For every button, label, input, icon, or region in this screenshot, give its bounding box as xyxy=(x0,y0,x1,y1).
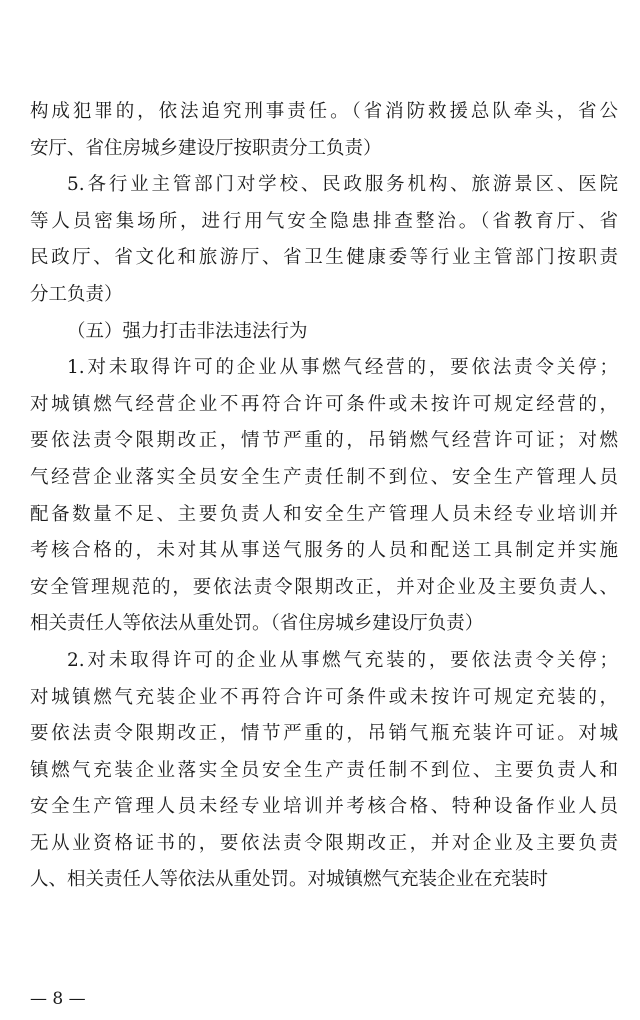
text-line: 相关责任人等依法从重处罚。（省住房城乡建设厅负责） xyxy=(30,613,484,635)
paragraph xyxy=(30,350,618,643)
text-line: 分工负责） xyxy=(30,283,123,305)
text-line: 对城镇燃气充装企业不再符合许可条件或未按许可规定充装的， xyxy=(30,686,618,708)
text-line: 要依法责令限期改正，情节严重的，吊销气瓶充装许可证。对城 xyxy=(30,723,618,745)
text-line: 安全生产管理人员未经专业培训并考核合格、特种设备作业人员 xyxy=(30,796,618,818)
text-line: （五）强力打击非法违法行为 xyxy=(67,320,308,342)
text-line: 构成犯罪的，依法追究刑事责任。（省消防救援总队牵头，省公 xyxy=(30,101,618,122)
paragraph xyxy=(30,94,618,167)
text-line: 要依法责令限期改正，情节严重的，吊销燃气经营许可证；对燃 xyxy=(30,430,618,452)
text-line: 镇燃气充装企业落实全员安全生产责任制不到位、主要负责人和 xyxy=(30,759,618,781)
section-heading xyxy=(30,314,618,351)
text-line: 气经营企业落实全员安全生产责任制不到位、安全生产管理人员 xyxy=(30,466,618,488)
text-line: 安全管理规范的，要依法责令限期改正，并对企业及主要负责人、 xyxy=(30,576,618,598)
text-line: 人、相关责任人等依法从重处罚。对城镇燃气充装企业在充装时 xyxy=(30,869,549,891)
text-line: 等人员密集场所，进行用气安全隐患排查整治。（省教育厅、省 xyxy=(30,210,618,232)
text-line: 安厅、省住房城乡建设厅按职责分工负责） xyxy=(30,137,382,159)
paragraph xyxy=(30,167,618,313)
text-line: 1.对未取得许可的企业从事燃气经营的，要依法责令关停； xyxy=(67,357,618,379)
text-line: 民政厅、省文化和旅游厅、省卫生健康委等行业主管部门按职责 xyxy=(30,247,618,269)
document-body xyxy=(30,94,618,899)
paragraph xyxy=(30,643,618,899)
text-line: 对城镇燃气经营企业不再符合许可条件或未按许可规定经营的， xyxy=(30,393,618,415)
text-line: 考核合格的，未对其从事送气服务的人员和配送工具制定并实施 xyxy=(30,540,618,562)
page-number: — 8 — xyxy=(30,989,86,1009)
text-line: 配备数量不足、主要负责人和安全生产管理人员未经专业培训并 xyxy=(30,503,618,525)
text-line: 2.对未取得许可的企业从事燃气充装的，要依法责令关停； xyxy=(67,649,618,671)
text-line: 5.各行业主管部门对学校、民政服务机构、旅游景区、医院 xyxy=(67,174,618,196)
text-line: 无从业资格证书的，要依法责令限期改正，并对企业及主要负责 xyxy=(30,832,618,854)
